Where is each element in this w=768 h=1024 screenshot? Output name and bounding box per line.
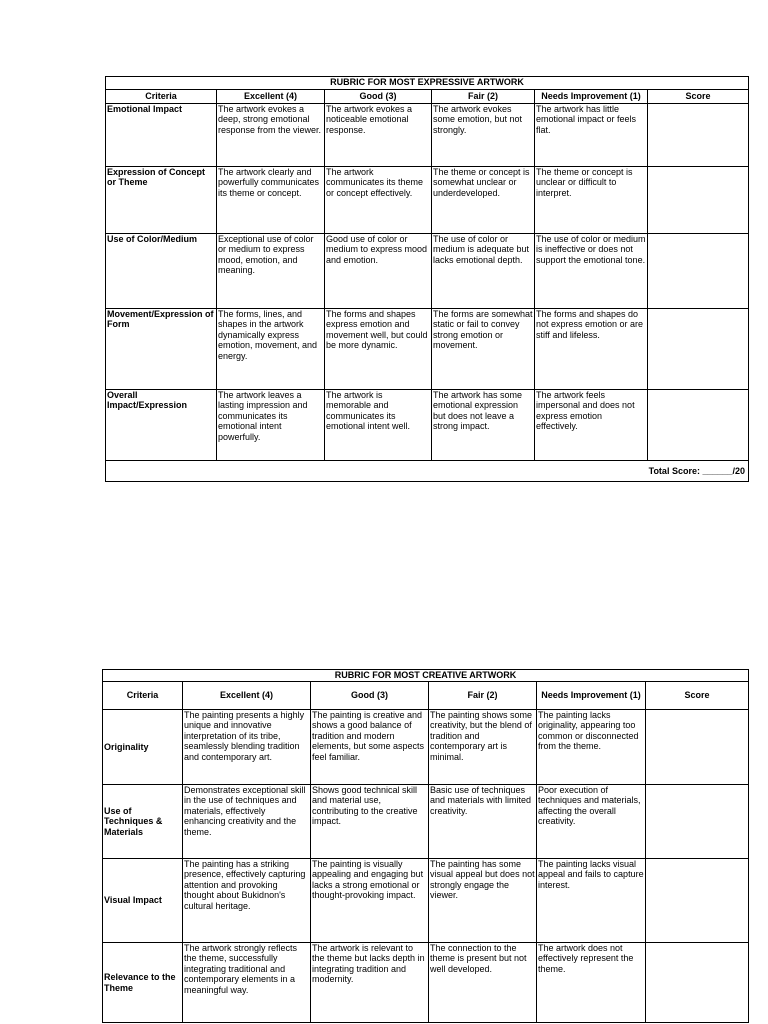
header-row — [106, 90, 749, 104]
table-row — [106, 104, 749, 167]
needs-improvement-cell: The painting lacks visual appeal and fails to capture interest. — [537, 859, 646, 943]
excellent-cell: The artwork evokes a deep, strong emotional response from the viewer. — [217, 104, 325, 167]
table-row — [103, 943, 749, 1023]
score-cell[interactable] — [648, 234, 749, 309]
excellent-cell: The artwork leaves a lasting impression and communicates its emotional intent powerfully. — [217, 390, 325, 461]
score-cell[interactable] — [648, 167, 749, 234]
score-cell[interactable] — [648, 104, 749, 167]
criteria-cell: Movement/Expression of Form — [106, 309, 217, 390]
table-row — [106, 167, 749, 234]
score-cell[interactable] — [646, 710, 749, 785]
needs-improvement-cell: Poor execution of techniques and materials, affecting the overall creativity. — [537, 785, 646, 859]
score-cell[interactable] — [648, 390, 749, 461]
good-cell: The artwork is relevant to the theme but lacks depth in integrating tradition and modernity. — [311, 943, 429, 1023]
header-excellent: Excellent (4) — [183, 682, 311, 710]
header-criteria: Criteria — [103, 682, 183, 710]
fair-cell: The artwork has some emotional expression but does not leave a strong impact. — [432, 390, 535, 461]
needs-improvement-cell: The painting lacks originality, appearing too common or disconnected from the theme. — [537, 710, 646, 785]
criteria-cell: Emotional Impact — [106, 104, 217, 167]
fair-cell: The forms are somewhat static or fail to convey strong emotion or movement. — [432, 309, 535, 390]
needs-improvement-cell: The theme or concept is unclear or difficult to interpret. — [535, 167, 648, 234]
table-row — [106, 390, 749, 461]
needs-improvement-cell: The use of color or medium is ineffective or does not support the emotional tone. — [535, 234, 648, 309]
total-row — [106, 461, 749, 482]
criteria-cell: Use of Techniques & Materials — [103, 785, 183, 859]
needs-improvement-cell: The forms and shapes do not express emotion or are stiff and lifeless. — [535, 309, 648, 390]
needs-improvement-cell: The artwork does not effectively represent the theme. — [537, 943, 646, 1023]
criteria-cell: Relevance to the Theme — [103, 943, 183, 1023]
fair-cell: The painting shows some creativity, but the blend of tradition and contemporary art is minimal. — [429, 710, 537, 785]
fair-cell: The use of color or medium is adequate but lacks emotional depth. — [432, 234, 535, 309]
good-cell: The artwork is memorable and communicates its emotional intent well. — [325, 390, 432, 461]
header-needs-improvement: Needs Improvement (1) — [537, 682, 646, 710]
excellent-cell: The artwork clearly and powerfully communicates its theme or concept. — [217, 167, 325, 234]
fair-cell: The painting has some visual appeal but does not strongly engage the viewer. — [429, 859, 537, 943]
table-row — [103, 710, 749, 785]
header-fair: Fair (2) — [432, 90, 535, 104]
good-cell: The forms and shapes express emotion and movement well, but could be more dynamic. — [325, 309, 432, 390]
fair-cell: The connection to the theme is present but not well developed. — [429, 943, 537, 1023]
needs-improvement-cell: The artwork feels impersonal and does not express emotion effectively. — [535, 390, 648, 461]
excellent-cell: Exceptional use of color or medium to express mood, emotion, and meaning. — [217, 234, 325, 309]
criteria-cell: Visual Impact — [103, 859, 183, 943]
header-fair: Fair (2) — [429, 682, 537, 710]
header-score: Score — [648, 90, 749, 104]
good-cell: The painting is visually appealing and engaging but lacks a strong emotional or thought-provoking impact. — [311, 859, 429, 943]
fair-cell: Basic use of techniques and materials with limited creativity. — [429, 785, 537, 859]
score-cell[interactable] — [648, 309, 749, 390]
excellent-cell: The forms, lines, and shapes in the artwork dynamically express emotion, movement, and energy. — [217, 309, 325, 390]
header-good: Good (3) — [311, 682, 429, 710]
good-cell: The artwork evokes a noticeable emotional response. — [325, 104, 432, 167]
good-cell: The artwork communicates its theme or concept effectively. — [325, 167, 432, 234]
score-cell[interactable] — [646, 859, 749, 943]
criteria-cell: Originality — [103, 710, 183, 785]
header-needs-improvement: Needs Improvement (1) — [535, 90, 648, 104]
header-score: Score — [646, 682, 749, 710]
header-excellent: Excellent (4) — [217, 90, 325, 104]
header-criteria: Criteria — [106, 90, 217, 104]
score-cell[interactable] — [646, 943, 749, 1023]
fair-cell: The artwork evokes some emotion, but not strongly. — [432, 104, 535, 167]
expressive-artwork-rubric-table — [105, 76, 749, 482]
fair-cell: The theme or concept is somewhat unclear or underdeveloped. — [432, 167, 535, 234]
table-row — [103, 859, 749, 943]
rubric-title: RUBRIC FOR MOST CREATIVE ARTWORK — [103, 670, 749, 682]
excellent-cell: Demonstrates exceptional skill in the use of techniques and materials, effectively enhancing creativity and the theme. — [183, 785, 311, 859]
score-cell[interactable] — [646, 785, 749, 859]
criteria-cell: Overall Impact/Expression — [106, 390, 217, 461]
table-row — [103, 785, 749, 859]
total-score-label: Total Score: ______/20 — [106, 461, 749, 482]
criteria-cell: Use of Color/Medium — [106, 234, 217, 309]
table-row — [106, 309, 749, 390]
criteria-cell: Expression of Concept or Theme — [106, 167, 217, 234]
table-row — [106, 234, 749, 309]
good-cell: Shows good technical skill and material use, contributing to the creative impact. — [311, 785, 429, 859]
creative-artwork-rubric-table — [102, 669, 749, 1023]
good-cell: The painting is creative and shows a good balance of tradition and modern elements, but some aspects feel familiar. — [311, 710, 429, 785]
needs-improvement-cell: The artwork has little emotional impact or feels flat. — [535, 104, 648, 167]
excellent-cell: The artwork strongly reflects the theme, successfully integrating traditional and contemporary elements in a meaningful way. — [183, 943, 311, 1023]
rubric-title: RUBRIC FOR MOST EXPRESSIVE ARTWORK — [106, 77, 749, 90]
excellent-cell: The painting has a striking presence, effectively capturing attention and provoking thought about Bukidnon's cultural heritage. — [183, 859, 311, 943]
good-cell: Good use of color or medium to express mood and emotion. — [325, 234, 432, 309]
excellent-cell: The painting presents a highly unique and innovative interpretation of its tribe, seamlessly blending tradition and contemporary art. — [183, 710, 311, 785]
header-row — [103, 682, 749, 710]
header-good: Good (3) — [325, 90, 432, 104]
